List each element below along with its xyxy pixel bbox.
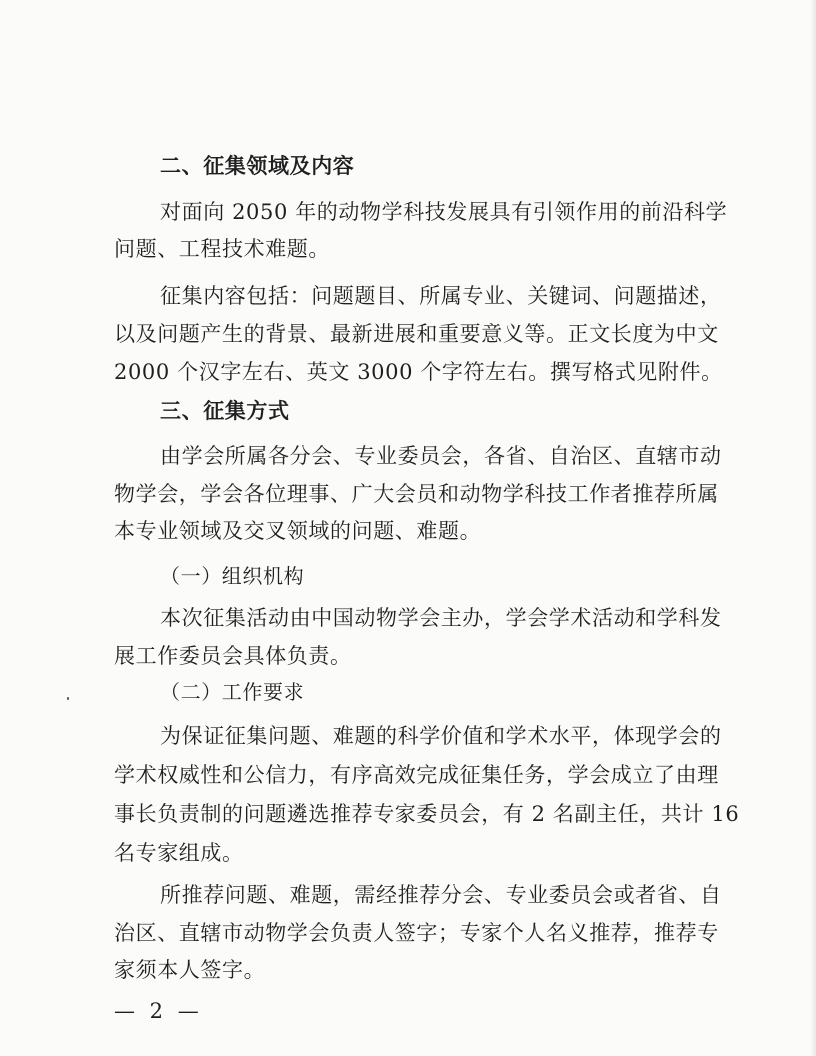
paragraph-line: 征集内容包括：问题题目、所属专业、关键词、问题描述， xyxy=(160,284,722,308)
subsection-heading-2: （二）工作要求 xyxy=(160,680,305,704)
paragraph-line: 本专业领域及交叉领域的问题、难题。 xyxy=(114,519,482,543)
paragraph-line: 2000 个汉字左右、英文 3000 个字符左右。撰写格式见附件。 xyxy=(114,360,723,384)
paragraph-line: 家须本人签字。 xyxy=(114,958,266,982)
paragraph-line: 事长负责制的问题遴选推荐专家委员会，有 2 名副主任，共计 16 xyxy=(114,802,740,826)
paragraph-line: 所推荐问题、难题，需经推荐分会、专业委员会或者省、自 xyxy=(160,883,722,907)
paragraph-line: 名专家组成。 xyxy=(114,841,244,865)
paragraph-line: 展工作委员会具体负责。 xyxy=(114,644,352,668)
subsection-heading-1: （一）组织机构 xyxy=(160,564,305,588)
paragraph-line: 学术权威性和公信力，有序高效完成征集任务，学会成立了由理 xyxy=(114,763,719,787)
paragraph-line: 由学会所属各分会、专业委员会，各省、自治区、直辖市动 xyxy=(160,444,722,468)
section-heading-2: 二、征集领域及内容 xyxy=(160,154,355,178)
page-number: — 2 — xyxy=(114,999,203,1023)
section-heading-3: 三、征集方式 xyxy=(160,399,290,423)
paragraph-line: 为保证征集问题、难题的科学价值和学术水平，体现学会的 xyxy=(160,724,722,748)
paragraph-line: 物学会，学会各位理事、广大会员和动物学科技工作者推荐所属 xyxy=(114,482,719,506)
page-edge-shadow xyxy=(810,0,816,1056)
paragraph-line: 本次征集活动由中国动物学会主办，学会学术活动和学科发 xyxy=(160,606,722,630)
paragraph-line: 治区、直辖市动物学会负责人签字；专家个人名义推荐，推荐专 xyxy=(114,921,719,945)
scan-speck xyxy=(67,697,69,700)
paragraph-line: 以及问题产生的背景、最新进展和重要意义等。正文长度为中文 xyxy=(114,322,719,346)
paragraph-line: 问题、工程技术难题。 xyxy=(114,237,330,261)
paragraph-line: 对面向 2050 年的动物学科技发展具有引领作用的前沿科学 xyxy=(160,200,728,224)
